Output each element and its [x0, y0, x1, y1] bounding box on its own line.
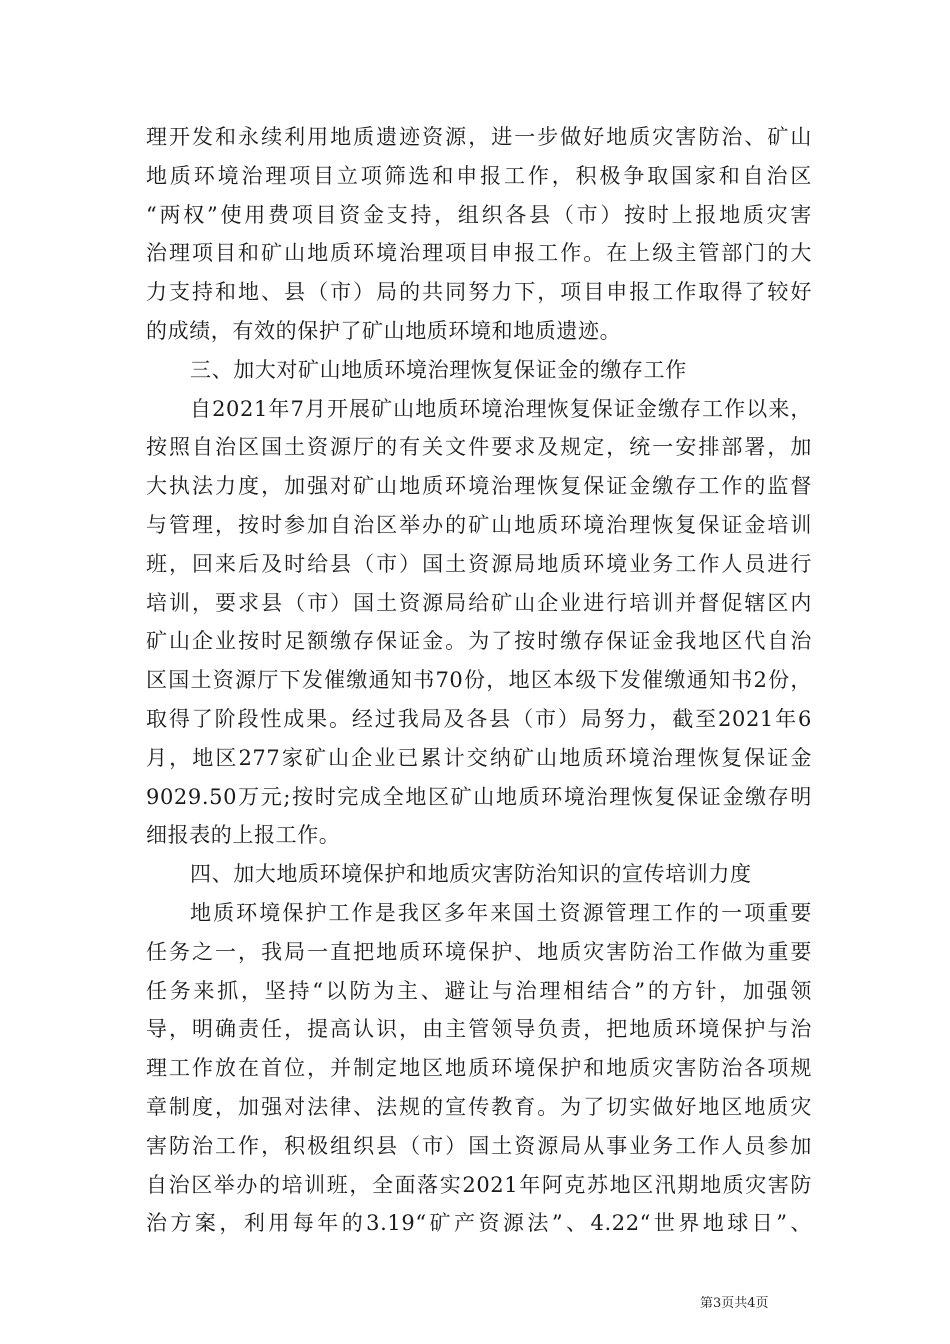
text-line: 自治区举办的培训班，全面落实2021年阿克苏地区汛期地质灾害防	[146, 1172, 812, 1197]
text-line: 导，明确责任，提高认识，由主管领导负责，把地质环境保护与治	[146, 1017, 812, 1042]
text-line: 细报表的上报工作。	[146, 823, 341, 848]
text-line: 的成绩，有效的保护了矿山地质环境和地质遗迹。	[146, 318, 622, 343]
text-line: 治理项目和矿山地质环境治理项目申报工作。在上级主管部门的大	[146, 241, 812, 266]
document-body	[146, 118, 812, 1243]
text-line: 力支持和地、县（市）局的共同努力下，项目申报工作取得了较好	[146, 280, 812, 305]
text-line: 与管理，按时参加自治区举办的矿山地质环境治理恢复保证金培训	[146, 512, 812, 537]
text-line: 三、加大对矿山地质环境治理恢复保证金的缴存工作	[190, 357, 687, 382]
text-line: 地质环境保护工作是我区多年来国土资源管理工作的一项重要	[190, 900, 812, 925]
text-line: 任务来抓，坚持“以防为主、避让与治理相结合”的方针，加强领	[146, 978, 812, 1003]
text-line: “两权”使用费项目资金支持，组织各县（市）按时上报地质灾害	[146, 202, 812, 227]
text-line: 矿山企业按时足额缴存保证金。为了按时缴存保证金我地区代自治	[146, 629, 812, 654]
text-line: 班，回来后及时给县（市）国土资源局地质环境业务工作人员进行	[146, 551, 812, 576]
text-line: 9029.50万元;按时完成全地区矿山地质环境治理恢复保证金缴存明	[146, 784, 812, 809]
page-number-footer: 第3页共4页	[700, 1296, 769, 1311]
text-line: 取得了阶段性成果。经过我局及各县（市）局努力，截至2021年6	[146, 706, 812, 731]
text-line: 培训，要求县（市）国土资源局给矿山企业进行培训并督促辖区内	[146, 590, 812, 615]
text-line: 自2021年7月开展矿山地质环境治理恢复保证金缴存工作以来，	[190, 396, 812, 421]
text-line: 治方案，利用每年的3.19“矿产资源法”、4.22“世界地球日”、	[146, 1211, 812, 1236]
text-line: 地质环境治理项目立项筛选和申报工作，积极争取国家和自治区	[146, 163, 812, 188]
text-line: 章制度，加强对法律、法规的宣传教育。为了切实做好地区地质灾	[146, 1094, 812, 1119]
text-line: 区国土资源厅下发催缴通知书70份，地区本级下发催缴通知书2份，	[146, 668, 812, 693]
text-line: 四、加大地质环境保护和地质灾害防治知识的宣传培训力度	[190, 862, 752, 887]
text-line: 害防治工作，积极组织县（市）国土资源局从事业务工作人员参加	[146, 1133, 812, 1158]
text-line: 按照自治区国土资源厅的有关文件要求及规定，统一安排部署，加	[146, 435, 812, 460]
text-line: 月，地区277家矿山企业已累计交纳矿山地质环境治理恢复保证金	[146, 745, 812, 770]
text-line: 大执法力度，加强对矿山地质环境治理恢复保证金缴存工作的监督	[146, 474, 812, 499]
text-line: 理开发和永续利用地质遗迹资源，进一步做好地质灾害防治、矿山	[146, 125, 812, 149]
text-line: 理工作放在首位，并制定地区地质环境保护和地质灾害防治各项规	[146, 1056, 812, 1081]
text-line: 任务之一，我局一直把地质环境保护、地质灾害防治工作做为重要	[146, 939, 812, 964]
